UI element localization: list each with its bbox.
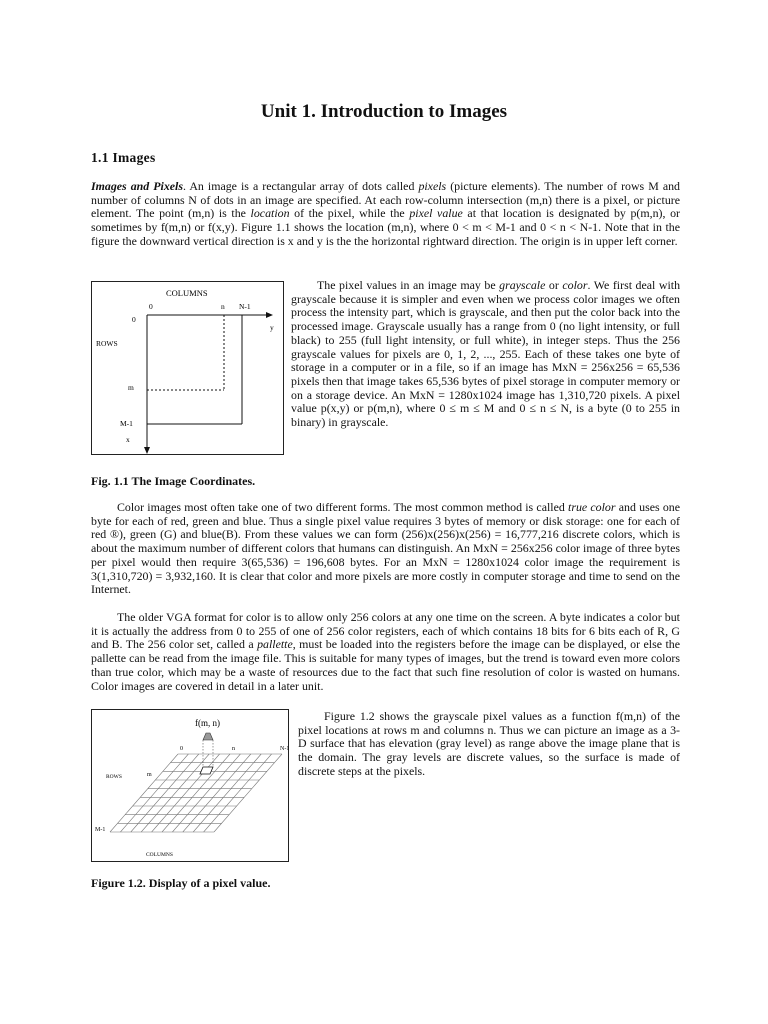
figure-pixel-value: [91, 709, 289, 862]
text-run: . We first deal with grayscale because it is simpler and even when we process color images we often process the intensity part, which is grayscale, and then put the color back into the processed image. Grayscale usually has a range from 0 (no light intensity, or full black) to 255 (full light intensity, or full white), in integer steps. Thus the 256 grayscale values for pixels are 0, 1, 2, ..., 255. Each of these takes one byte of storage in a computer or in a file, so if an image has MxN = 256x256 = 65,536 pixels then that image takes 65,536 bytes of pixel storage in computer memory or on a storage device. An MxN = 1280x1024 image has 1,310,720 pixels. A pixel value p(x,y) or p(m,n), where 0 ≤ m ≤ M and 0 ≤ n ≤ N, is a byte (0 to 255 in binary) in grayscale.: [291, 278, 681, 430]
row-m-label: m: [128, 383, 134, 392]
columns-label: COLUMNS: [166, 288, 208, 298]
col-n-label: n: [221, 302, 225, 311]
emphasis: pixels: [418, 179, 447, 193]
col-n-label: n: [232, 746, 235, 752]
grid-column-line: [162, 754, 230, 832]
columns-label: COLUMNS: [146, 852, 173, 858]
paragraph-3d-surface: [298, 710, 680, 779]
figure-image-coordinates: [91, 281, 284, 455]
text-run: (picture elements). The number of rows M and number of columns N of dots in an image are specified. At each row-column intersection (m,n) there is a pixel, or picture element. The point (m,n) is the: [91, 179, 680, 221]
emphasis: pixel value: [409, 206, 463, 221]
grid-column-line: [152, 754, 220, 832]
fmn-label: f(m, n): [195, 718, 220, 728]
text-run: and uses one byte for each of red, green and blue. Thus a single pixel value requires 3 bytes of memory or disk storage: one for each of red ®), green (G) and blue(B). From these values we can form (256)x(256)x(256) = 16,777,216 discrete colors, which is about the maximum number of different colors that humans can distinguish. An MxN = 256x256 color image of three bytes per pixel would then require 3(65,536) = 196,608 bytes. For an MxN = 1280x1024 color image the requirement is 3(1,310,720) = 3,932,160. It is clear that color and more pixels are more costly in computer storage and time to send on the Internet.: [91, 500, 680, 597]
y-arrowhead: [266, 312, 273, 318]
row-m-minus-1-label: M-1: [120, 419, 133, 428]
text-run: The pixel values in an image may be: [317, 278, 500, 292]
emphasis: pallette: [257, 637, 293, 652]
emphasis: grayscale: [499, 278, 546, 292]
col-zero-label: 0: [180, 746, 183, 752]
grid-column-line: [141, 754, 209, 832]
grid-column-line: [204, 754, 272, 832]
row-m-label: m: [147, 772, 152, 778]
lead-term: Images and Pixels: [91, 179, 183, 193]
image-frame: [147, 315, 266, 450]
emphasis: location: [250, 206, 290, 221]
page-title: Unit 1. Introduction to Images: [260, 101, 508, 122]
pixel-value-block: [203, 733, 213, 740]
emphasis: color: [562, 278, 588, 292]
row-m-minus-1-label: M-1: [95, 827, 106, 833]
grid-column-line: [172, 754, 240, 832]
paragraph-images-and-pixels: [91, 180, 680, 249]
x-arrowhead: [144, 447, 150, 454]
image-coordinates-diagram: [92, 282, 285, 456]
row-zero-label: 0: [132, 315, 136, 324]
paragraph-true-color: [91, 501, 680, 597]
section-heading: 1.1 Images: [91, 150, 156, 165]
text-run: The older VGA format for color is to allow only 256 colors at any one time on the screen. A byte indicates a color but it is actually the address from 0 to 255 of one of 256 color registers, each of which contains 18 bits for 6 bits each of R, G and B. The 256 color set, called a: [91, 610, 680, 652]
grid-column-line: [131, 754, 199, 832]
figure-caption-2: Figure 1.2. Display of a pixel value.: [91, 876, 271, 890]
y-axis-label: y: [270, 323, 274, 332]
rows-label: ROWS: [96, 339, 118, 348]
grid-column-line: [214, 754, 282, 832]
paragraph-vga: [91, 611, 680, 693]
grid-column-line: [183, 754, 251, 832]
pixel-grid: [110, 754, 282, 832]
pixel-surface-diagram: [92, 710, 290, 863]
pixel-cell: [200, 767, 213, 774]
emphasis: true color: [568, 500, 616, 514]
x-axis-label: x: [126, 435, 130, 444]
grid-column-line: [120, 754, 188, 832]
rows-label: ROWS: [106, 774, 122, 780]
col-zero-label: 0: [149, 302, 153, 311]
figure-caption-1: Fig. 1.1 The Image Coordinates.: [91, 474, 256, 488]
col-n-minus-1-label: N-1: [280, 746, 290, 752]
text-run: of the pixel, while the: [289, 206, 410, 221]
text-run: at that location is designated by p(m,n), or sometimes by f(m,n) or f(x,y). Figure 1.1 shows the location (m,n), where 0 < m < M-1 and 0 < n < N-1. Note that in the figure the downward vertical direction is x and y is the the horizontal rightward direction. The origin is in upper left corner.: [91, 206, 680, 248]
text-run: Figure 1.2 shows the grayscale pixel values as a function f(m,n) of the pixel locations at rows m and columns n. Thus we can picture an image as a 3-D surface that has elevation (gray level) as range above the image plane that is the domain. The gray levels are discrete values, so the surface is made of discrete steps at the pixels.: [298, 709, 680, 778]
grid-column-line: [110, 754, 178, 832]
paragraph-grayscale: [291, 279, 680, 430]
col-n-minus-1-label: N-1: [239, 302, 251, 311]
text-run: or: [545, 278, 563, 292]
text-run: , must be loaded into the registers before the image can be displayed, or else the pallette can be read from the image file. This is suitable for many types of images, but the trend is toward even more colors than true color, which may be a waste of resources due to the fact that such fine resolution of color is wasted on humans. Color images are covered in detail in a later unit.: [91, 637, 680, 693]
text-run: . An image is a rectangular array of dots called: [182, 179, 419, 193]
text-run: Color images most often take one of two different forms. The most common method is called: [117, 500, 569, 514]
grid-column-line: [193, 754, 261, 832]
